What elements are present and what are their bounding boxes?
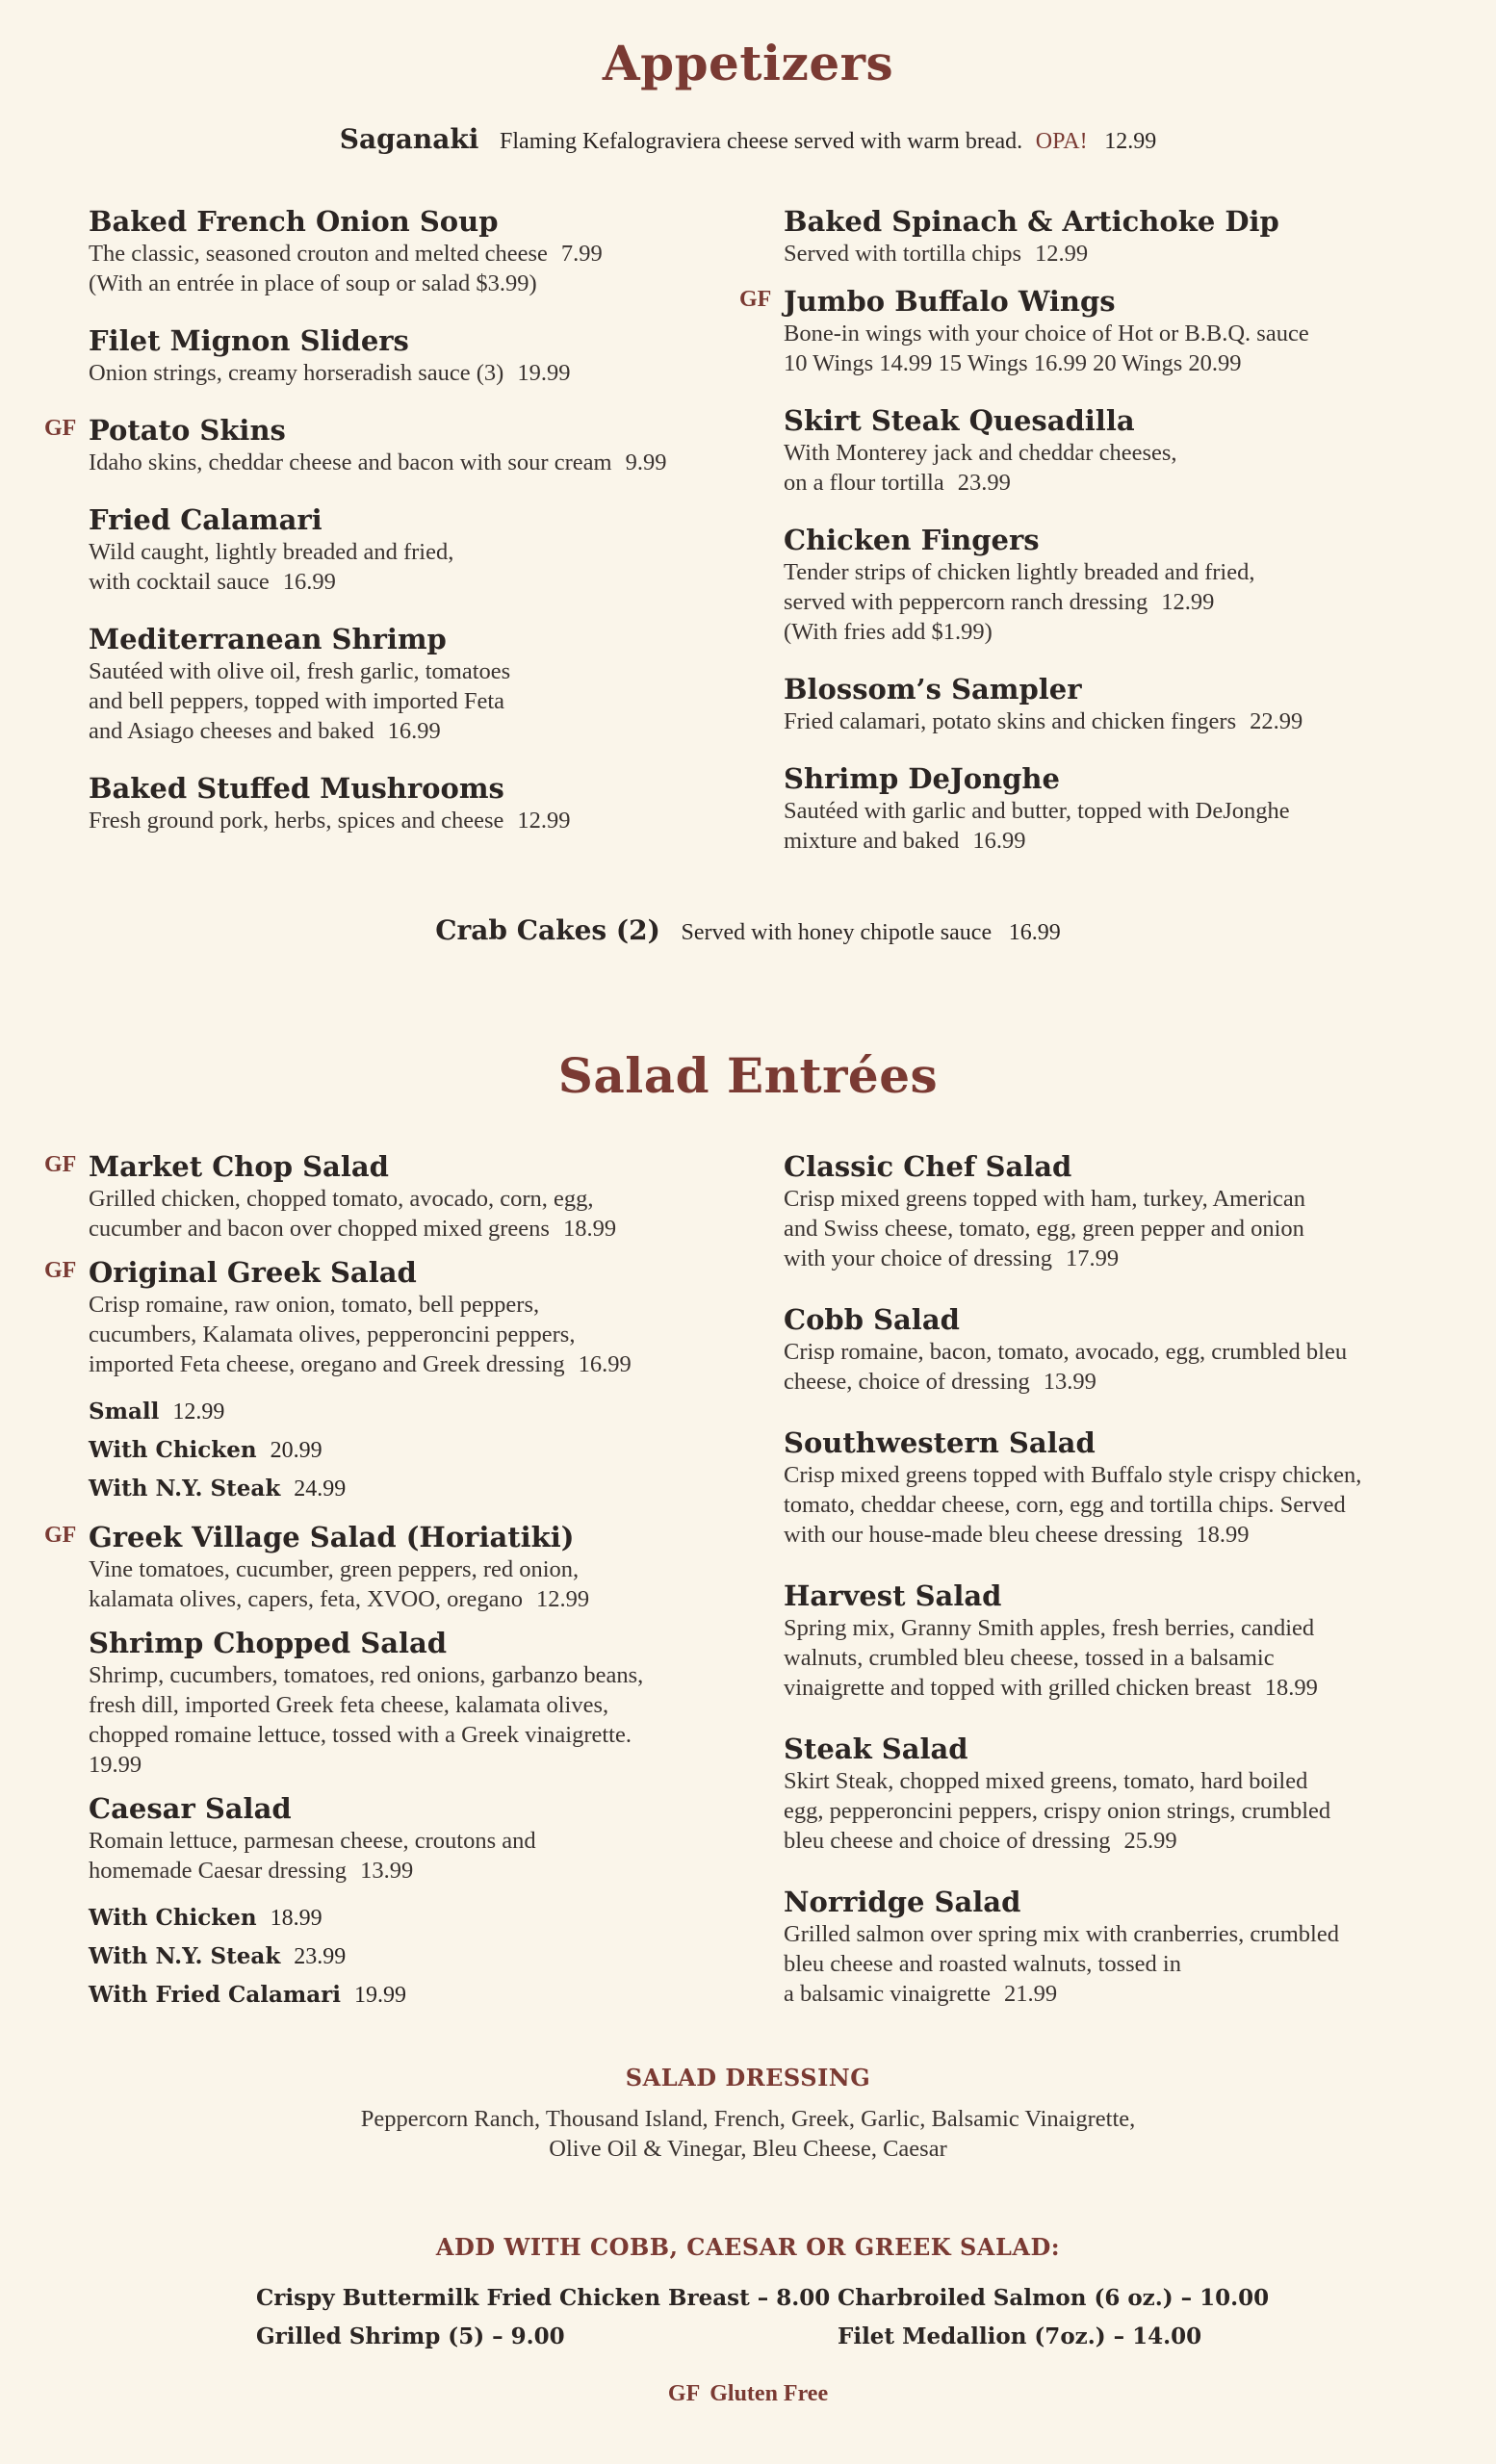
item-desc-text: The classic, seasoned crouton and melted cheese — [89, 241, 548, 267]
item-desc-text: Vine tomatoes, cucumber, green peppers, red onion, kalamata olives, capers, feta, XVOO, oregano — [89, 1556, 580, 1612]
item-desc-text: Crisp romaine, bacon, tomato, avocado, egg, crumbled bleu cheese, choice of dressing — [784, 1339, 1348, 1395]
item-name: Potato Skins — [89, 414, 286, 447]
salads-left-column — [44, 1149, 743, 2015]
item-desc-text: Grilled chicken, chopped tomato, avocado, corn, egg, cucumber and bacon over chopped mixed greens — [89, 1186, 594, 1242]
item-option — [89, 1431, 743, 1470]
item-desc: Flaming Kefalograviera cheese served with warm bread. — [500, 129, 1023, 154]
addon-item: Filet Medallion (7oz.) – 14.00 — [838, 2323, 1202, 2349]
item-desc — [89, 239, 705, 269]
item-name: Fried Calamari — [89, 503, 322, 536]
item-option — [89, 1899, 743, 1938]
item-desc-text: Sautéed with olive oil, fresh garlic, tomatoes and bell peppers, topped with imported Feta and Asiago cheeses and baked — [89, 658, 511, 744]
item-desc — [89, 806, 705, 835]
option-price: 18.99 — [270, 1906, 322, 1931]
gluten-free-tag: GF — [44, 1523, 77, 1548]
salads-right-column — [784, 1149, 1457, 2009]
menu-item — [89, 1626, 743, 1780]
addon-item: Crispy Buttermilk Fried Chicken Breast – 8.00 — [256, 2285, 831, 2311]
item-option — [89, 1393, 743, 1431]
item-price: 13.99 — [1043, 1369, 1096, 1395]
item-desc-text: Romain lettuce, parmesan cheese, croutons and homemade Caesar dressing — [89, 1828, 536, 1884]
item-name: Greek Village Salad (Horiatiki) — [89, 1521, 575, 1553]
menu-item — [44, 1255, 743, 1508]
item-name: Baked Spinach & Artichoke Dip — [784, 205, 1279, 238]
appetizers-right-column — [739, 204, 1457, 856]
gluten-free-tag: GF — [44, 416, 77, 441]
item-name: Original Greek Salad — [89, 1256, 417, 1289]
appetizers-title: Appetizers — [602, 35, 894, 91]
menu-item — [784, 1885, 1457, 2009]
item-desc — [89, 1290, 743, 1379]
item-desc — [784, 796, 1457, 856]
gf-tag: GF — [667, 2381, 701, 2406]
featured-saganaki — [0, 123, 1496, 155]
gluten-free-tag: GF — [739, 287, 772, 312]
item-name: Blossom’s Sampler — [784, 673, 1082, 706]
menu-item — [89, 1791, 743, 2015]
menu-item — [89, 622, 705, 746]
item-desc-text: Crisp mixed greens topped with Buffalo style crispy chicken, tomato, cheddar cheese, corn, egg and tortilla chips. Served with our house-made bleu cheese dressing — [784, 1462, 1362, 1548]
addon-item: Grilled Shrimp (5) – 9.00 — [256, 2323, 565, 2349]
menu-item — [89, 771, 705, 835]
item-price: 7.99 — [560, 241, 603, 267]
item-price: 16.99 — [387, 718, 441, 744]
item-price: 16.99 — [1008, 920, 1061, 945]
item-price: 17.99 — [1065, 1245, 1120, 1271]
dressing-line: Olive Oil & Vinegar, Bleu Cheese, Caesar — [549, 2136, 947, 2162]
option-price: 20.99 — [270, 1438, 322, 1463]
item-desc — [784, 1460, 1457, 1550]
item-desc — [784, 557, 1457, 617]
item-extra: (With fries add $1.99) — [784, 619, 993, 645]
menu-item — [784, 1149, 1457, 1273]
option-price: 19.99 — [353, 1983, 406, 2008]
addons-left — [256, 2279, 830, 2356]
item-desc-text: Spring mix, Granny Smith apples, fresh berries, candied walnuts, crumbled bleu cheese, tossed in a balsamic vinaigrette and topped with grilled chicken breast — [784, 1615, 1315, 1701]
option-label: Small — [89, 1399, 160, 1424]
menu-item — [89, 204, 705, 298]
addons-heading: ADD WITH COBB, CAESAR OR GREEK SALAD: — [435, 2233, 1061, 2261]
gluten-free-tag: GF — [44, 1152, 77, 1177]
salad-dressing-heading: SALAD DRESSING — [625, 2064, 871, 2092]
item-name: Market Chop Salad — [89, 1150, 389, 1183]
item-desc — [784, 438, 1457, 498]
item-name: Skirt Steak Quesadilla — [784, 404, 1135, 437]
item-price: 16.99 — [578, 1351, 632, 1377]
item-desc-text: Skirt Steak, chopped mixed greens, tomato, hard boiled egg, pepperoncini peppers, crispy onion strings, crumbled bleu cheese and choice of dressing — [784, 1768, 1331, 1854]
item-price: 12.99 — [1035, 241, 1089, 267]
dressing-line: Peppercorn Ranch, Thousand Island, French, Greek, Garlic, Balsamic Vinaigrette, — [360, 2106, 1136, 2132]
option-price: 23.99 — [294, 1944, 347, 1969]
item-desc — [784, 239, 1457, 269]
item-price: 12.99 — [1104, 129, 1157, 154]
item-option — [89, 1938, 743, 1976]
item-name: Filet Mignon Sliders — [89, 324, 409, 357]
option-label: With Chicken — [89, 1905, 257, 1931]
menu-item — [784, 761, 1457, 856]
gf-text: Gluten Free — [709, 2381, 829, 2406]
item-price: 16.99 — [282, 569, 336, 595]
item-name: Steak Salad — [784, 1732, 968, 1765]
option-label: With N.Y. Steak — [89, 1476, 281, 1502]
item-desc — [784, 1919, 1457, 2009]
item-price: 16.99 — [972, 828, 1026, 854]
item-desc-text: Tender strips of chicken lightly breaded and fried, served with peppercorn ranch dressing — [784, 559, 1255, 615]
item-desc — [784, 1337, 1457, 1397]
item-name: Shrimp DeJonghe — [784, 762, 1060, 795]
option-price: 12.99 — [172, 1399, 225, 1424]
option-label: With N.Y. Steak — [89, 1943, 281, 1969]
item-name: Shrimp Chopped Salad — [89, 1627, 448, 1659]
item-desc-text: Wild caught, lightly breaded and fried, with cocktail sauce — [89, 539, 454, 595]
item-name: Chicken Fingers — [784, 524, 1040, 556]
item-name: Cobb Salad — [784, 1303, 960, 1336]
item-options — [89, 1393, 743, 1508]
item-price: 12.99 — [517, 808, 571, 834]
item-desc — [89, 537, 705, 597]
item-desc-text: Grilled salmon over spring mix with cranberries, crumbled bleu cheese and roasted walnuts, tossed in a balsamic vinaigrette — [784, 1921, 1339, 2007]
item-name: Baked French Onion Soup — [89, 205, 499, 238]
item-desc — [89, 1554, 743, 1614]
addon-item: Charbroiled Salmon (6 oz.) – 10.00 — [838, 2285, 1270, 2311]
item-price: 12.99 — [536, 1586, 590, 1612]
item-desc-text: Onion strings, creamy horseradish sauce (3) — [89, 360, 504, 386]
gluten-free-legend — [0, 2381, 1496, 2407]
item-desc-text: Shrimp, cucumbers, tomatoes, red onions, garbanzo beans, fresh dill, imported Greek feta cheese, kalamata olives, chopped romaine lettuce, tossed with a Greek vinaigrette. 19.99 — [89, 1662, 644, 1778]
item-name: Mediterranean Shrimp — [89, 623, 447, 655]
item-name: Classic Chef Salad — [784, 1150, 1072, 1183]
item-name: Harvest Salad — [784, 1579, 1002, 1612]
item-name: Norridge Salad — [784, 1886, 1021, 1918]
menu-item — [44, 1149, 743, 1244]
menu-item — [739, 284, 1457, 378]
salad-dressing-list — [0, 2104, 1496, 2164]
menu-item — [784, 1302, 1457, 1397]
item-desc — [89, 1184, 743, 1244]
item-desc-text: Sautéed with garlic and butter, topped with DeJonghe mixture and baked — [784, 798, 1290, 854]
menu-item — [784, 523, 1457, 647]
item-desc — [784, 1613, 1457, 1703]
featured-crab-cakes — [0, 914, 1496, 946]
menu-item — [89, 502, 705, 597]
item-options — [89, 1899, 743, 2015]
item-desc-text: Fresh ground pork, herbs, spices and cheese — [89, 808, 504, 834]
item-desc-text: Crisp mixed greens topped with ham, turkey, American and Swiss cheese, tomato, egg, green pepper and onion with your choice of dressing — [784, 1186, 1306, 1271]
item-desc — [89, 656, 705, 746]
item-desc-text: Served with tortilla chips — [784, 241, 1021, 267]
item-desc — [784, 706, 1457, 736]
item-desc — [89, 448, 705, 477]
menu-item — [784, 1732, 1457, 1856]
menu-item — [784, 1578, 1457, 1703]
item-desc-text: Fried calamari, potato skins and chicken fingers — [784, 708, 1237, 734]
item-desc — [89, 358, 705, 388]
opa-text: OPA! — [1035, 129, 1088, 154]
gluten-free-tag: GF — [44, 1258, 77, 1283]
item-price: 19.99 — [517, 360, 571, 386]
item-price: 18.99 — [1196, 1522, 1250, 1548]
item-name: Saganaki — [339, 123, 479, 155]
appetizers-left-column — [44, 204, 705, 835]
menu-item — [44, 413, 705, 477]
item-desc — [784, 319, 1457, 378]
item-name: Baked Stuffed Mushrooms — [89, 772, 504, 805]
addons-right — [838, 2279, 1269, 2356]
item-desc: Served with honey chipotle sauce — [681, 920, 993, 945]
item-price: 18.99 — [1264, 1675, 1318, 1701]
menu-item — [89, 323, 705, 388]
item-name: Crab Cakes (2) — [435, 914, 660, 946]
item-desc — [89, 1660, 743, 1780]
item-price: 23.99 — [957, 470, 1011, 496]
item-desc-text: Bone-in wings with your choice of Hot or B.B.Q. sauce 10 Wings 14.99 15 Wings 16.99 20 Wings 20.99 — [784, 321, 1309, 376]
item-desc — [89, 1826, 743, 1886]
salads-title: Salad Entrées — [557, 1047, 939, 1104]
option-price: 24.99 — [294, 1476, 347, 1502]
item-extra: (With an entrée in place of soup or salad $3.99) — [89, 270, 537, 296]
item-price: 21.99 — [1003, 1981, 1058, 2007]
menu-item — [784, 403, 1457, 498]
menu-item — [784, 672, 1457, 736]
menu-item — [784, 204, 1457, 269]
item-option — [89, 1976, 743, 2015]
item-name: Jumbo Buffalo Wings — [784, 285, 1116, 318]
option-label: With Chicken — [89, 1437, 257, 1463]
menu-item — [44, 1520, 743, 1614]
menu-item — [784, 1425, 1457, 1550]
option-label: With Fried Calamari — [89, 1982, 341, 2008]
item-name: Southwestern Salad — [784, 1426, 1096, 1459]
item-desc-text: Crisp romaine, raw onion, tomato, bell peppers, cucumbers, Kalamata olives, pepperoncini peppers, imported Feta cheese, oregano and Greek dressing — [89, 1292, 576, 1377]
item-desc — [784, 1184, 1457, 1273]
item-price: 22.99 — [1250, 708, 1303, 734]
item-price: 12.99 — [1161, 589, 1215, 615]
item-name: Caesar Salad — [89, 1792, 292, 1825]
item-price: 9.99 — [625, 449, 667, 475]
item-desc-text: Idaho skins, cheddar cheese and bacon with sour cream — [89, 449, 612, 475]
item-price: 18.99 — [562, 1216, 617, 1242]
item-price: 25.99 — [1123, 1828, 1177, 1854]
item-desc — [784, 1766, 1457, 1856]
item-desc-text: With Monterey jack and cheddar cheeses, on a flour tortilla — [784, 440, 1177, 496]
item-option — [89, 1470, 743, 1508]
item-price: 13.99 — [360, 1858, 414, 1884]
